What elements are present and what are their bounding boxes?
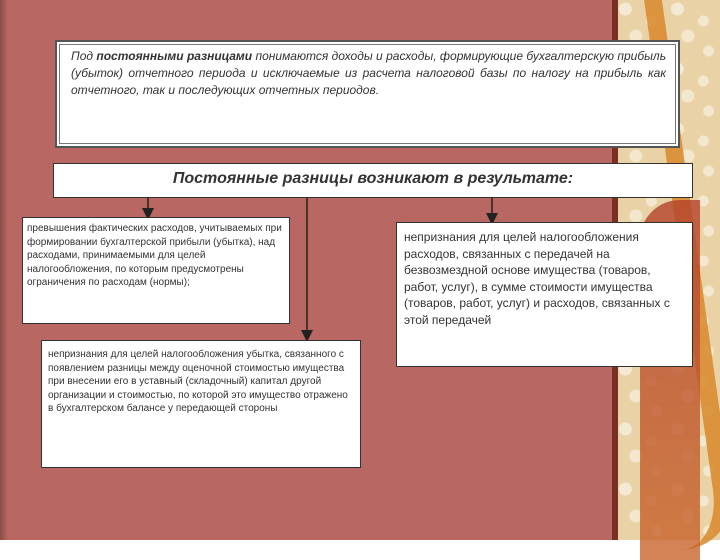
branch-box-2: непризнания для целей налогообложения убытка, связанного с появлением разницы между оценочной стоимостью имущества при внесении его в уставный (складочный) капитал другой организации и стоимостью, по которой это имущество отражено в бухгалтерском балансе у передающей стороны [41,340,361,468]
branch-box-1: превышения фактических расходов, учитываемых при формировании бухгалтерской прибыли (убытка), над расходами, принимаемыми для целей налогообложения, по которым предусмотрены ограничения по расходам (нормы); [22,217,290,324]
definition-term: постоянными разницами [96,49,253,63]
definition-text: понимаются доходы и расходы, формирующие бухгалтерскую прибыль (убыток) отчетного периода и исключаемые из расчета налоговой базы по налогу на прибыль как отчетного, так и последующих отчетных периодов. [71,49,666,97]
definition-prefix: Под [71,49,97,63]
branch-box-3: непризнания для целей налогообложения расходов, связанных с передачей на безвозмездной основе имущества (товаров, работ, услуг), в сумме стоимости имущества (товаров, работ, услуг) и расходов, связанных с этой передачей [396,222,693,367]
diagram-heading: Постоянные разницы возникают в результате: [53,163,693,198]
